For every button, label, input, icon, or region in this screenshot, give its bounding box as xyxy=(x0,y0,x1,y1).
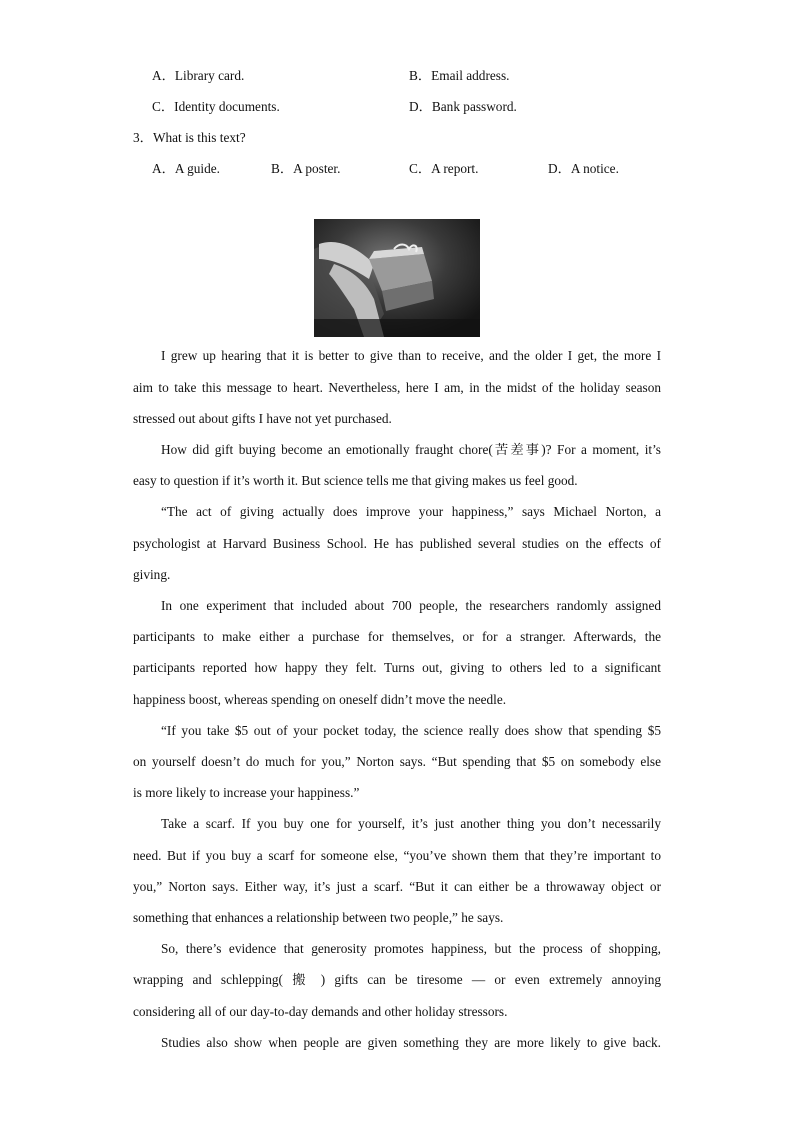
q3-option-a: A．A guide. xyxy=(152,161,220,176)
q2-option-b: B．Email address. xyxy=(409,68,510,83)
p5-line1: “If you take $5 out of your pocket today, the science really does show that spending $5 xyxy=(161,723,661,738)
p6-line3: you,” Norton says. Either way, it’s just a scarf. “But it can either be a throwaway object or xyxy=(133,879,661,894)
p4-line2: participants to make either a purchase for themselves, or for a stranger. Afterwards, the xyxy=(133,629,661,644)
p2-line2: easy to question if it’s worth it. But science tells me that giving makes us feel good. xyxy=(133,473,578,488)
p7-line1: So, there’s evidence that generosity promotes happiness, but the process of shopping, xyxy=(161,941,661,956)
p2-line1: How did gift buying become an emotionally fraught chore(苦差事)? For a moment, it’s xyxy=(161,442,661,457)
p5-line2: on yourself doesn’t do much for you,” Norton says. “But spending that $5 on somebody else xyxy=(133,754,661,769)
q2-option-a: A．Library card. xyxy=(152,68,245,83)
p8-line1: Studies also show when people are given something they are more likely to give back. xyxy=(161,1035,661,1050)
q3-option-b: B．A poster. xyxy=(271,161,341,176)
p4-line4: happiness boost, whereas spending on oneself didn’t move the needle. xyxy=(133,692,507,707)
p4-line1: In one experiment that included about 700 people, the researchers randomly assigned xyxy=(161,598,661,613)
p5-line3: is more likely to increase your happiness.” xyxy=(133,785,360,800)
p3-line1: “The act of giving actually does improve your happiness,” says Michael Norton, a xyxy=(161,504,661,519)
p6-line4: something that enhances a relationship between two people,” he says. xyxy=(133,910,504,925)
gift-photo xyxy=(314,219,480,337)
p1-line2: aim to take this message to heart. Nevertheless, here I am, in the midst of the holiday season xyxy=(133,380,661,395)
p6-line2: need. But if you buy a scarf for someone else, “you’ve shown them that they’re important to xyxy=(133,848,661,863)
p3-line2: psychologist at Harvard Business School. He has published several studies on the effects of xyxy=(133,536,661,551)
q2-option-c: C．Identity documents. xyxy=(152,99,280,114)
p1-line1: I grew up hearing that it is better to give than to receive, and the older I get, the more I xyxy=(161,348,661,363)
p1-line3: stressed out about gifts I have not yet purchased. xyxy=(133,411,392,426)
gift-photo-illustration xyxy=(314,219,480,337)
p7-line3: considering all of our day-to-day demands and other holiday stressors. xyxy=(133,1004,508,1019)
p7-line2: wrapping and schlepping( 搬 ) gifts can be tiresome — or even extremely annoying xyxy=(133,972,661,987)
q3-option-c: C．A report. xyxy=(409,161,479,176)
q2-option-d: D．Bank password. xyxy=(409,99,517,114)
p4-line3: participants reported how happy they felt. Turns out, giving to others led to a significant xyxy=(133,660,661,675)
p6-line1: Take a scarf. If you buy one for yourself, it’s just another thing you don’t necessarily xyxy=(161,816,661,831)
p3-line3: giving. xyxy=(133,567,171,582)
q3-option-d: D．A notice. xyxy=(548,161,619,176)
q3-stem: 3．What is this text? xyxy=(133,130,246,145)
